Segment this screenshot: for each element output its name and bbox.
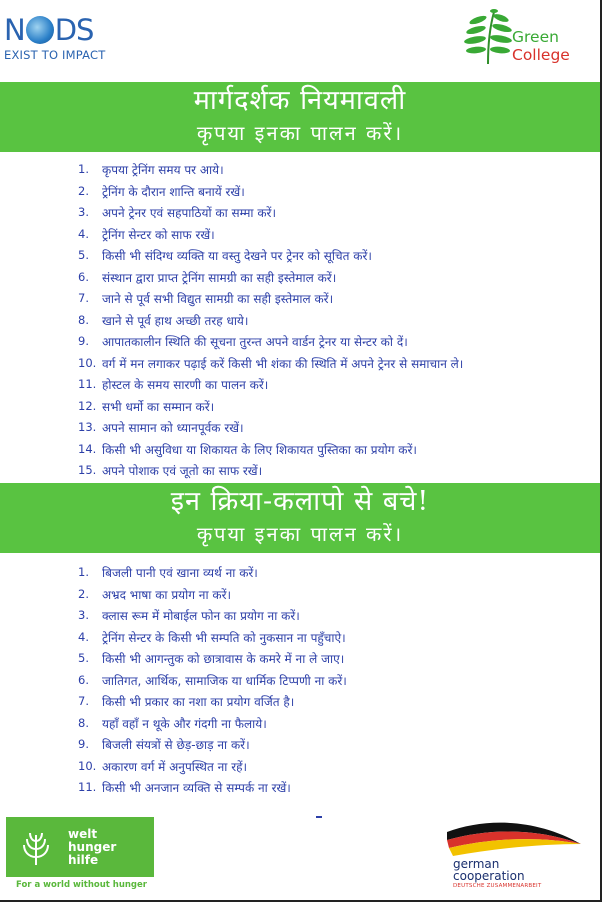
list-item-number: 11. — [78, 377, 97, 391]
list-item — [0, 585, 600, 607]
list-item — [0, 649, 600, 671]
list-item — [0, 246, 600, 268]
list-item-text: अपने पोशाक एवं जूतो का साफ रखें। — [102, 464, 263, 478]
needs-logo-wordmark: N DS — [4, 13, 94, 47]
list-item-number: 12. — [78, 398, 97, 413]
list-item-text: अकारण वर्ग में अनुपस्थित ना रहें। — [102, 759, 248, 774]
list-item-text: आपातकालीन स्थिति की सूचना तुरन्त अपने वार्डन ट्रेनर या सेन्टर को दें। — [102, 335, 408, 349]
german-cooperation-logo — [445, 818, 595, 892]
list-item-text: खाने से पूर्व हाथ अच्छी तरह धाये। — [102, 313, 249, 328]
list-item — [0, 671, 600, 693]
list-item-text: वर्ग में मन लगाकर पढ़ाई करें किसी भी शंका की स्थिति में अपने ट्रेनर से समाचान ले। — [102, 356, 464, 371]
list-item — [0, 203, 600, 225]
list-item — [0, 461, 600, 483]
avoid-activities-banner — [0, 483, 600, 553]
flag-swoosh-icon — [445, 818, 585, 860]
wheat-icon — [20, 827, 52, 867]
list-item — [0, 332, 600, 354]
list-item — [0, 375, 600, 397]
whh-word-welt: welt — [68, 827, 98, 841]
list-item-text: यहाँ वहाँ न थूके और गंदगी ना फैलाये। — [102, 716, 267, 731]
list-item — [0, 692, 600, 714]
list-item-number: 1. — [78, 162, 89, 176]
list-item — [0, 628, 600, 650]
needs-tagline: EXIST TO IMPACT — [4, 48, 106, 62]
list-item-text: ट्रेनिंग सेन्टर को साफ रखें। — [102, 227, 215, 242]
list-item-number: 7. — [78, 694, 89, 708]
welthungerhilfe-tagline: For a world without hunger — [16, 880, 147, 890]
green-college-logo — [464, 8, 590, 68]
green-college-word-green: Green — [512, 28, 559, 46]
list-item-text: किसी भी असुविधा या शिकायत के लिए शिकायत पुस्तिका का प्रयोग करें। — [102, 442, 417, 457]
list-item-number: 5. — [78, 651, 89, 665]
guidelines-list — [0, 160, 600, 483]
list-item — [0, 268, 600, 290]
stray-mark — [316, 816, 322, 818]
list-item-text: बिजली पानी एवं खाना व्यर्थ ना करें। — [102, 566, 258, 580]
guidelines-subtitle: कृपया इनका पालन करें। — [196, 121, 404, 145]
list-item-number: 14. — [78, 441, 97, 456]
list-item — [0, 397, 600, 419]
list-item-text: कृपया ट्रेनिंग समय पर आये। — [102, 163, 224, 177]
list-item-text: अपने सामान को ध्यानपूर्वक रखें। — [102, 421, 244, 435]
list-item — [0, 311, 600, 333]
list-item — [0, 778, 600, 800]
german-cooperation-subline: DEUTSCHE ZUSAMMENARBEIT — [453, 883, 542, 889]
globe-icon — [26, 16, 54, 44]
giz-word-cooperation: cooperation — [453, 869, 525, 883]
list-item-text: किसी भी संदिग्ध व्यक्ति या वस्तु देखने पर ट्रेनर को सूचित करें। — [102, 249, 372, 263]
whh-word-hilfe: hilfe — [68, 853, 99, 867]
list-item — [0, 354, 600, 376]
guidelines-banner — [0, 82, 600, 152]
list-item-number: 4. — [78, 629, 89, 644]
list-item-number: 10. — [78, 355, 97, 370]
needs-logo — [4, 14, 134, 68]
list-item-text: किसी भी अनजान व्यक्ति से सम्पर्क ना रखें। — [102, 781, 291, 795]
list-item — [0, 440, 600, 462]
list-item-number: 11. — [78, 780, 97, 794]
list-item-number: 2. — [78, 183, 89, 198]
list-item-number: 3. — [78, 608, 89, 622]
green-college-word-college: College — [512, 46, 570, 64]
list-item — [0, 418, 600, 440]
welthungerhilfe-wordmark — [68, 828, 116, 867]
giz-word-german: german — [453, 857, 500, 871]
german-cooperation-wordmark — [453, 858, 525, 882]
list-item-text: जातिगत, आर्थिक, सामाजिक या धार्मिक टिप्पणी ना करें। — [102, 673, 347, 688]
list-item-number: 1. — [78, 565, 89, 579]
list-item-number: 6. — [78, 672, 89, 687]
whh-word-hunger: hunger — [68, 840, 117, 854]
list-item-text: अपने ट्रेनर एवं सहपाठियों का सम्मा करें। — [102, 206, 276, 220]
list-item — [0, 160, 600, 182]
list-item — [0, 289, 600, 311]
list-item-text: किसी भी आगन्तुक को छात्रावास के कमरे में ना ले जाए। — [102, 652, 345, 666]
list-item-text: अभ्रद भाषा का प्रयोग ना करें। — [102, 587, 232, 602]
list-item-text: जाने से पूर्व सभी विद्युत सामग्री का सही इस्तेमाल करें। — [102, 292, 334, 306]
list-item-text: ट्रेनिंग के दौरान शान्ति बनायें रखें। — [102, 184, 245, 199]
list-item-number: 8. — [78, 312, 89, 327]
welthungerhilfe-logo — [6, 817, 156, 891]
list-item — [0, 735, 600, 757]
list-item — [0, 714, 600, 736]
list-item-number: 3. — [78, 205, 89, 219]
list-item-number: 9. — [78, 334, 89, 348]
list-item-number: 2. — [78, 586, 89, 601]
list-item — [0, 225, 600, 247]
list-item — [0, 757, 600, 779]
list-item-text: किसी भी प्रकार का नशा का प्रयोग वर्जित है। — [102, 695, 295, 709]
list-item-number: 5. — [78, 248, 89, 262]
list-item-text: ट्रेनिंग सेन्टर के किसी भी सम्पति को नुकसान ना पहुँचाऐ। — [102, 630, 346, 645]
list-item-text: होस्टल के समय सारणी का पालन करें। — [102, 378, 269, 392]
list-item-number: 8. — [78, 715, 89, 730]
avoid-activities-title: इन क्रिया-कलापो से बचे! — [170, 486, 430, 517]
list-item-text: बिजली संयत्रों से छेड़-छाड़ ना करें। — [102, 738, 250, 752]
list-item-text: क्लास रूम में मोबाईल फोन का प्रयोग ना करें। — [102, 609, 300, 623]
welthungerhilfe-badge — [6, 817, 154, 877]
green-college-wordmark — [512, 28, 570, 64]
list-item-number: 15. — [78, 463, 97, 477]
list-item — [0, 606, 600, 628]
leaf-icon — [464, 8, 512, 66]
list-item-text: संस्थान द्वारा प्राप्त ट्रेनिंग सामग्री का सही इस्तेमाल करें। — [102, 270, 337, 285]
list-item-number: 9. — [78, 737, 89, 751]
list-item-number: 13. — [78, 420, 97, 434]
list-item-text: सभी धर्मो का सम्मान करें। — [102, 399, 215, 414]
list-item — [0, 563, 600, 585]
guidelines-title: मार्गदर्शक नियमावली — [193, 85, 407, 116]
list-item-number: 10. — [78, 758, 97, 773]
list-item — [0, 182, 600, 204]
list-item-number: 4. — [78, 226, 89, 241]
list-item-number: 6. — [78, 269, 89, 284]
list-item-number: 7. — [78, 291, 89, 305]
avoid-activities-list — [0, 563, 600, 800]
avoid-activities-subtitle: कृपया इनका पालन करें। — [196, 522, 404, 546]
